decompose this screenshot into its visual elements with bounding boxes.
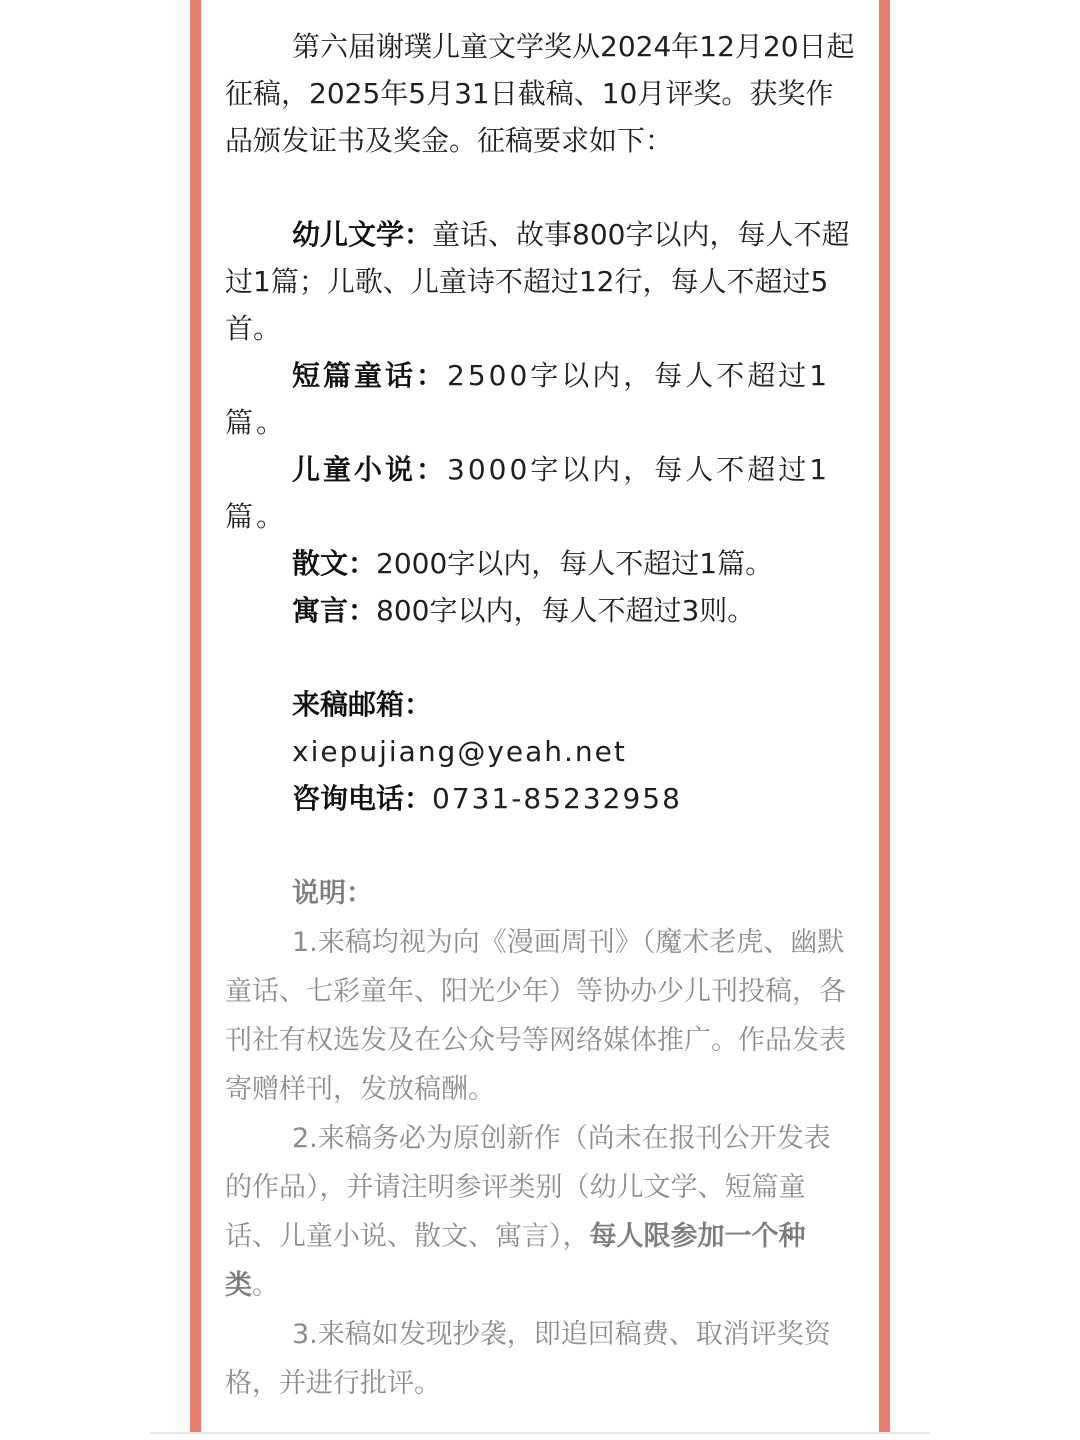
spacer	[225, 634, 855, 681]
intro-paragraph: 第六届谢璞儿童文学奖从2024年12月20日起征稿，2025年5月31日截稿、10月评奖。获奖作品颁发证书及奖金。征稿要求如下：	[225, 30, 855, 157]
note-item-2-end: 。	[252, 1270, 279, 1301]
note-item-1: 1.来稿均视为向《漫画周刊》（魔术老虎、幽默童话、七彩童年、阳光少年）等协办少儿刊投稿，各刊社有权选发及在公众号等网络媒体推广。作品发表寄赠样刊，发放稿酬。	[225, 927, 846, 1105]
note-item-2-text: 2.来稿务必为原创新作（尚未在报刊公开发表的作品），并请注明参评类别（幼儿文学、短篇童话、儿童小说、散文、寓言），	[225, 1123, 831, 1252]
category-text: 2500字以内，每人不超过1篇。	[225, 359, 831, 439]
category-fable	[225, 587, 855, 634]
note-item-3: 3.来稿如发现抄袭，即追回稿费、取消评奖资格，并进行批评。	[225, 1319, 831, 1399]
phone-label: 咨询电话：	[292, 782, 433, 815]
left-border-stripe	[190, 0, 201, 1432]
note-item-2-emphasis: 每人限参加一个种类	[225, 1221, 806, 1301]
phone-number[interactable]: 0731-85232958	[432, 782, 682, 815]
bottom-divider	[150, 1432, 930, 1434]
category-label: 幼儿文学：	[292, 218, 433, 251]
category-text: 800字以内，每人不超过3则。	[376, 594, 756, 627]
notes-heading: 说明：	[292, 878, 373, 909]
notes-section	[225, 869, 855, 1408]
category-label: 短篇童话：	[292, 359, 448, 392]
right-border-stripe	[879, 0, 890, 1432]
category-label: 寓言：	[292, 594, 377, 627]
phone-line	[225, 775, 855, 822]
category-text: 3000字以内，每人不超过1篇。	[225, 453, 831, 533]
category-children-novel	[225, 446, 855, 540]
category-short-fairytale	[225, 352, 855, 446]
category-text: 2000字以内，每人不超过1篇。	[376, 547, 774, 580]
article-body	[225, 23, 855, 1408]
category-preschool	[225, 211, 855, 352]
spacer	[225, 822, 855, 869]
spacer	[225, 164, 855, 211]
email-label: 来稿邮箱：	[292, 688, 433, 721]
category-text: 童话、故事800字以内，每人不超过1篇；儿歌、儿童诗不超过12行，每人不超过5首。	[225, 218, 850, 345]
category-label: 散文：	[292, 547, 377, 580]
category-label: 儿童小说：	[292, 453, 448, 486]
email-address[interactable]: xiepujiang@yeah.net	[292, 735, 627, 768]
note-item-2	[225, 1114, 855, 1310]
category-prose	[225, 540, 855, 587]
